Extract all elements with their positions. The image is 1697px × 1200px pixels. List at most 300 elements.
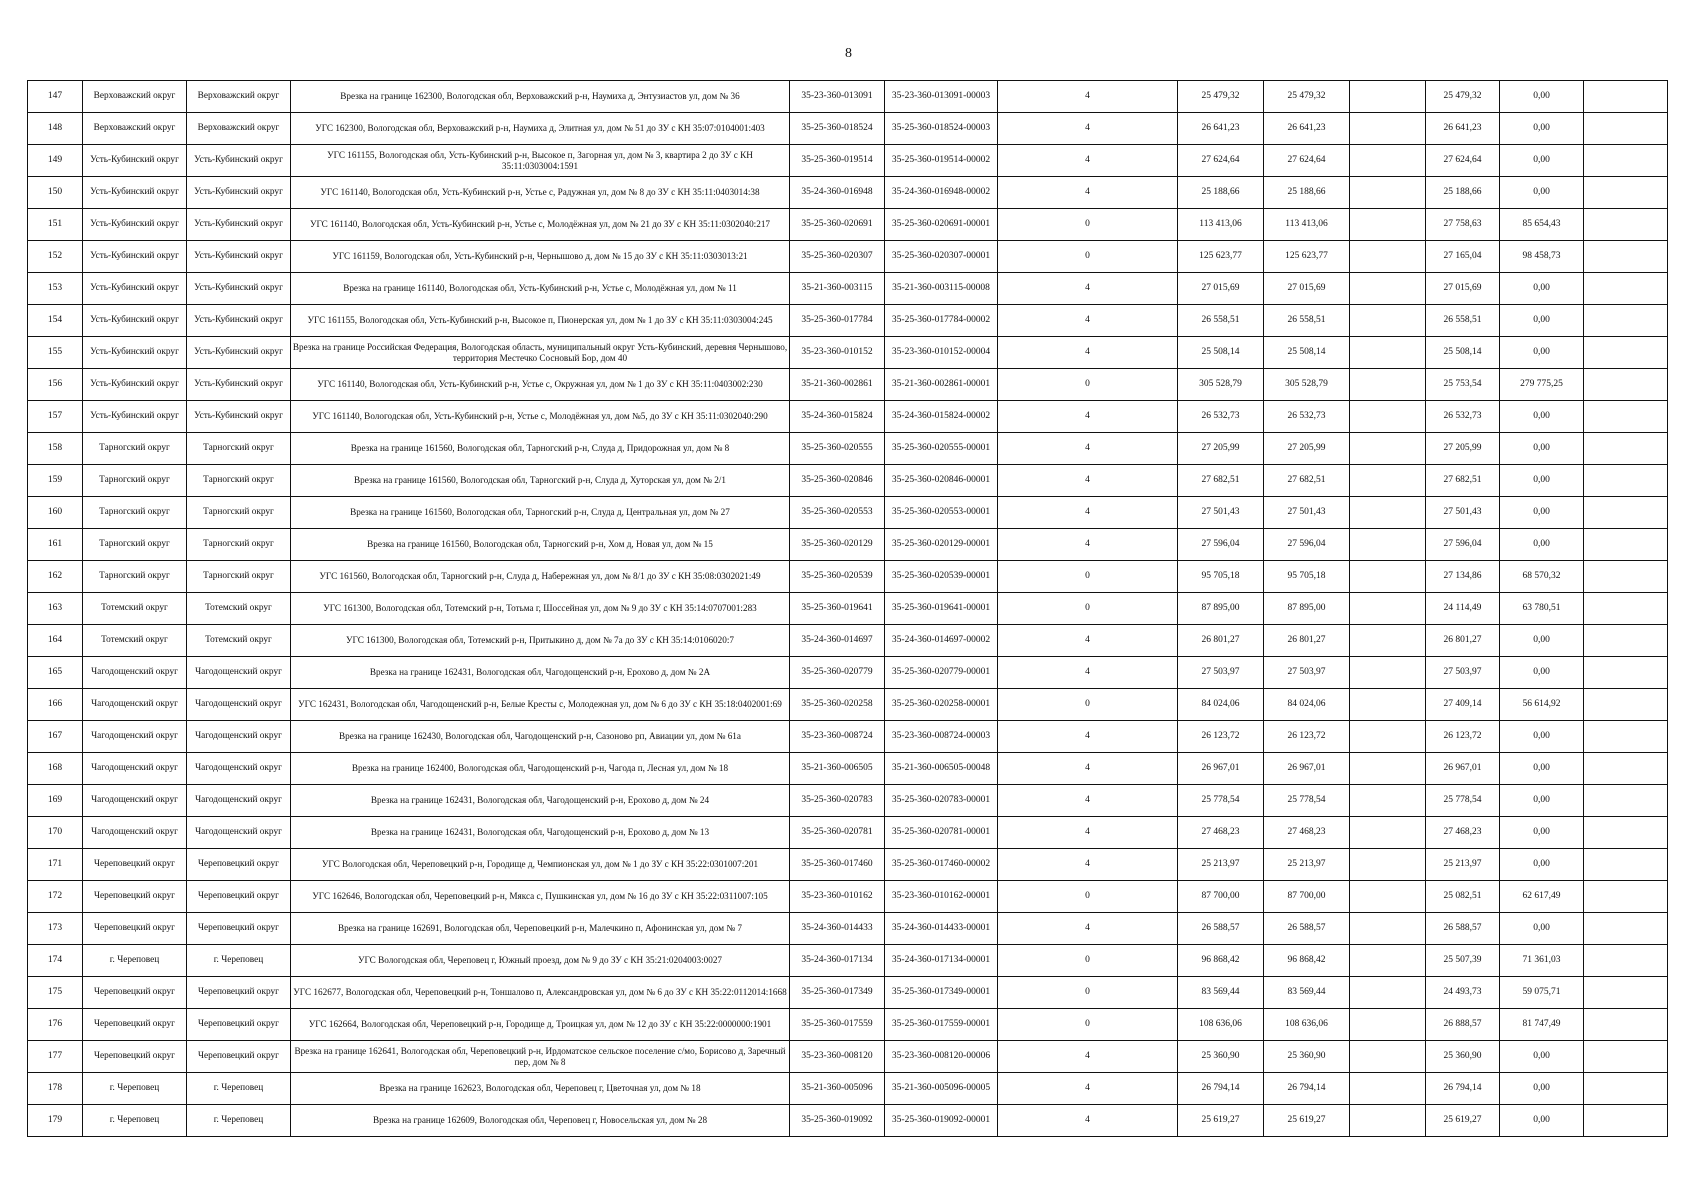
district-cell: Усть-Кубинский округ	[83, 401, 187, 433]
district-cell: Тотемский округ	[83, 625, 187, 657]
note-cell	[1584, 945, 1668, 977]
note-cell	[1584, 1105, 1668, 1137]
row-number-cell: 148	[28, 113, 83, 145]
row-number-cell: 164	[28, 625, 83, 657]
paid-amount-cell: 27 758,63	[1426, 209, 1500, 241]
note-cell	[1584, 433, 1668, 465]
empty-amount-cell	[1350, 241, 1426, 273]
note-cell	[1584, 273, 1668, 305]
total-amount-cell: 96 868,42	[1178, 945, 1264, 977]
row-number-cell: 174	[28, 945, 83, 977]
contract-number-cell: 35-25-360-020307-00001	[885, 241, 998, 273]
paid-amount-cell: 27 409,14	[1426, 689, 1500, 721]
note-cell	[1584, 721, 1668, 753]
request-number-cell: 35-25-360-018524	[790, 113, 885, 145]
total-amount-cell: 27 468,23	[1178, 817, 1264, 849]
request-number-cell: 35-23-360-008724	[790, 721, 885, 753]
request-number-cell: 35-24-360-017134	[790, 945, 885, 977]
table-row	[28, 849, 1668, 881]
district-cell: Усть-Кубинский округ	[83, 209, 187, 241]
remaining-amount-cell: 71 361,03	[1500, 945, 1584, 977]
request-number-cell: 35-21-360-003115	[790, 273, 885, 305]
municipality-cell: Верховажский округ	[187, 81, 291, 113]
empty-amount-cell	[1350, 657, 1426, 689]
total-amount-cell: 27 624,64	[1178, 145, 1264, 177]
municipality-cell: Череповецкий округ	[187, 1009, 291, 1041]
request-number-cell: 35-21-360-005096	[790, 1073, 885, 1105]
remaining-amount-cell: 0,00	[1500, 721, 1584, 753]
contract-number-cell: 35-24-360-016948-00002	[885, 177, 998, 209]
total-amount-cell: 25 619,27	[1178, 1105, 1264, 1137]
contract-number-cell: 35-25-360-020781-00001	[885, 817, 998, 849]
empty-amount-cell	[1350, 945, 1426, 977]
category-cell: 4	[998, 465, 1178, 497]
contract-number-cell: 35-25-360-017784-00002	[885, 305, 998, 337]
total-amount-cell: 27 596,04	[1178, 529, 1264, 561]
municipality-cell: г. Череповец	[187, 945, 291, 977]
note-cell	[1584, 177, 1668, 209]
district-cell: г. Череповец	[83, 945, 187, 977]
row-number-cell: 177	[28, 1041, 83, 1073]
request-number-cell: 35-23-360-010152	[790, 337, 885, 369]
municipality-cell: Усть-Кубинский округ	[187, 177, 291, 209]
empty-amount-cell	[1350, 561, 1426, 593]
contract-number-cell: 35-25-360-020691-00001	[885, 209, 998, 241]
category-cell: 0	[998, 881, 1178, 913]
note-cell	[1584, 401, 1668, 433]
paid-amount-cell: 26 888,57	[1426, 1009, 1500, 1041]
table-row	[28, 529, 1668, 561]
municipality-cell: Тотемский округ	[187, 593, 291, 625]
contract-number-cell: 35-25-360-020553-00001	[885, 497, 998, 529]
empty-amount-cell	[1350, 1105, 1426, 1137]
address-cell: УГС 162677, Вологодская обл, Череповецкий р-н, Тоншалово п, Александровская ул, дом № 6 до ЗУ с КН 35:22:0112014:1668	[291, 977, 790, 1009]
category-cell: 0	[998, 593, 1178, 625]
empty-amount-cell	[1350, 209, 1426, 241]
municipality-cell: Верховажский округ	[187, 113, 291, 145]
remaining-amount-cell: 0,00	[1500, 625, 1584, 657]
empty-amount-cell	[1350, 337, 1426, 369]
empty-amount-cell	[1350, 177, 1426, 209]
district-cell: Чагодощенский округ	[83, 689, 187, 721]
empty-amount-cell	[1350, 1073, 1426, 1105]
empty-amount-cell	[1350, 145, 1426, 177]
request-number-cell: 35-24-360-014697	[790, 625, 885, 657]
empty-amount-cell	[1350, 593, 1426, 625]
row-number-cell: 147	[28, 81, 83, 113]
municipality-cell: г. Череповец	[187, 1073, 291, 1105]
registry-table	[27, 80, 1668, 1137]
table-row	[28, 881, 1668, 913]
address-cell: УГС 161140, Вологодская обл, Усть-Кубинский р-н, Устье с, Окружная ул, дом № 1 до ЗУ с КН 35:11:0403002:230	[291, 369, 790, 401]
row-number-cell: 168	[28, 753, 83, 785]
empty-amount-cell	[1350, 1041, 1426, 1073]
municipality-cell: Тотемский округ	[187, 625, 291, 657]
note-cell	[1584, 241, 1668, 273]
paid-amount-cell: 25 479,32	[1426, 81, 1500, 113]
address-cell: Врезка на границе 162641, Вологодская обл, Череповецкий р-н, Ирдоматское сельское поселение с/мо, Борисово д, Заречный пер, дом № 8	[291, 1041, 790, 1073]
note-cell	[1584, 817, 1668, 849]
address-cell: УГС 162646, Вологодская обл, Череповецкий р-н, Мякса с, Пушкинская ул, дом № 16 до ЗУ с КН 35:22:0311007:105	[291, 881, 790, 913]
contract-number-cell: 35-24-360-015824-00002	[885, 401, 998, 433]
amount-cell: 27 205,99	[1264, 433, 1350, 465]
row-number-cell: 158	[28, 433, 83, 465]
request-number-cell: 35-23-360-008120	[790, 1041, 885, 1073]
remaining-amount-cell: 0,00	[1500, 753, 1584, 785]
row-number-cell: 151	[28, 209, 83, 241]
table-row	[28, 209, 1668, 241]
paid-amount-cell: 26 967,01	[1426, 753, 1500, 785]
row-number-cell: 165	[28, 657, 83, 689]
amount-cell: 26 532,73	[1264, 401, 1350, 433]
total-amount-cell: 27 682,51	[1178, 465, 1264, 497]
empty-amount-cell	[1350, 625, 1426, 657]
municipality-cell: Усть-Кубинский округ	[187, 273, 291, 305]
request-number-cell: 35-23-360-013091	[790, 81, 885, 113]
empty-amount-cell	[1350, 369, 1426, 401]
total-amount-cell: 25 360,90	[1178, 1041, 1264, 1073]
district-cell: Усть-Кубинский округ	[83, 369, 187, 401]
row-number-cell: 155	[28, 337, 83, 369]
page-number: 8	[845, 46, 852, 61]
category-cell: 0	[998, 369, 1178, 401]
request-number-cell: 35-24-360-016948	[790, 177, 885, 209]
table-row	[28, 721, 1668, 753]
total-amount-cell: 113 413,06	[1178, 209, 1264, 241]
contract-number-cell: 35-21-360-003115-00008	[885, 273, 998, 305]
remaining-amount-cell: 0,00	[1500, 817, 1584, 849]
table-row	[28, 113, 1668, 145]
paid-amount-cell: 27 501,43	[1426, 497, 1500, 529]
municipality-cell: Череповецкий округ	[187, 1041, 291, 1073]
category-cell: 4	[998, 433, 1178, 465]
paid-amount-cell: 24 114,49	[1426, 593, 1500, 625]
district-cell: Череповецкий округ	[83, 913, 187, 945]
district-cell: Тарногский округ	[83, 465, 187, 497]
category-cell: 0	[998, 241, 1178, 273]
address-cell: Врезка на границе Российская Федерация, Вологодская область, муниципальный округ Усть-Кубинский, деревня Чернышово, территория Местечко Сосновый Бор, дом 40	[291, 337, 790, 369]
amount-cell: 83 569,44	[1264, 977, 1350, 1009]
row-number-cell: 167	[28, 721, 83, 753]
empty-amount-cell	[1350, 689, 1426, 721]
remaining-amount-cell: 0,00	[1500, 273, 1584, 305]
request-number-cell: 35-25-360-017349	[790, 977, 885, 1009]
category-cell: 4	[998, 401, 1178, 433]
district-cell: Тарногский округ	[83, 529, 187, 561]
row-number-cell: 163	[28, 593, 83, 625]
address-cell: УГС 161140, Вологодская обл, Усть-Кубинский р-н, Устье с, Молодёжная ул, дом №5, до ЗУ с КН 35:11:0302040:290	[291, 401, 790, 433]
municipality-cell: Усть-Кубинский округ	[187, 305, 291, 337]
category-cell: 4	[998, 497, 1178, 529]
remaining-amount-cell: 68 570,32	[1500, 561, 1584, 593]
note-cell	[1584, 785, 1668, 817]
paid-amount-cell: 27 596,04	[1426, 529, 1500, 561]
total-amount-cell: 87 700,00	[1178, 881, 1264, 913]
category-cell: 4	[998, 1073, 1178, 1105]
row-number-cell: 179	[28, 1105, 83, 1137]
empty-amount-cell	[1350, 113, 1426, 145]
contract-number-cell: 35-25-360-020129-00001	[885, 529, 998, 561]
district-cell: Чагодощенский округ	[83, 785, 187, 817]
remaining-amount-cell: 98 458,73	[1500, 241, 1584, 273]
address-cell: УГС 161560, Вологодская обл, Тарногский р-н, Слуда д, Набережная ул, дом № 8/1 до ЗУ с КН 35:08:0302021:49	[291, 561, 790, 593]
note-cell	[1584, 625, 1668, 657]
address-cell: УГС 161155, Вологодская обл, Усть-Кубинский р-н, Высокое п, Пионерская ул, дом № 1 до ЗУ с КН 35:11:0303004:245	[291, 305, 790, 337]
total-amount-cell: 26 967,01	[1178, 753, 1264, 785]
remaining-amount-cell: 0,00	[1500, 465, 1584, 497]
contract-number-cell: 35-23-360-010152-00004	[885, 337, 998, 369]
contract-number-cell: 35-23-360-008120-00006	[885, 1041, 998, 1073]
table-row	[28, 753, 1668, 785]
address-cell: УГС 161155, Вологодская обл, Усть-Кубинский р-н, Высокое п, Загорная ул, дом № 3, квартира 2 до ЗУ с КН 35:11:0303004:1591	[291, 145, 790, 177]
category-cell: 4	[998, 849, 1178, 881]
district-cell: г. Череповец	[83, 1073, 187, 1105]
paid-amount-cell: 25 778,54	[1426, 785, 1500, 817]
address-cell: УГС 161159, Вологодская обл, Усть-Кубинский р-н, Чернышово д, дом № 15 до ЗУ с КН 35:11:0303013:21	[291, 241, 790, 273]
empty-amount-cell	[1350, 817, 1426, 849]
municipality-cell: Череповецкий округ	[187, 849, 291, 881]
remaining-amount-cell: 0,00	[1500, 849, 1584, 881]
amount-cell: 25 619,27	[1264, 1105, 1350, 1137]
address-cell: УГС 162431, Вологодская обл, Чагодощенский р-н, Белые Кресты с, Молодежная ул, дом № 6 до ЗУ с КН 35:18:0402001:69	[291, 689, 790, 721]
contract-number-cell: 35-25-360-019641-00001	[885, 593, 998, 625]
address-cell: УГС 162300, Вологодская обл, Верховажский р-н, Наумиха д, Элитная ул, дом № 51 до ЗУ с КН 35:07:0104001:403	[291, 113, 790, 145]
amount-cell: 25 213,97	[1264, 849, 1350, 881]
row-number-cell: 175	[28, 977, 83, 1009]
total-amount-cell: 95 705,18	[1178, 561, 1264, 593]
note-cell	[1584, 913, 1668, 945]
contract-number-cell: 35-25-360-017460-00002	[885, 849, 998, 881]
row-number-cell: 162	[28, 561, 83, 593]
amount-cell: 27 503,97	[1264, 657, 1350, 689]
amount-cell: 108 636,06	[1264, 1009, 1350, 1041]
address-cell: Врезка на границе 161560, Вологодская обл, Тарногский р-н, Слуда д, Центральная ул, дом № 27	[291, 497, 790, 529]
category-cell: 4	[998, 529, 1178, 561]
note-cell	[1584, 529, 1668, 561]
amount-cell: 26 967,01	[1264, 753, 1350, 785]
municipality-cell: Тарногский округ	[187, 529, 291, 561]
district-cell: Усть-Кубинский округ	[83, 337, 187, 369]
address-cell: Врезка на границе 162431, Вологодская обл, Чагодощенский р-н, Ерохово д, дом № 2А	[291, 657, 790, 689]
note-cell	[1584, 305, 1668, 337]
category-cell: 0	[998, 1009, 1178, 1041]
remaining-amount-cell: 0,00	[1500, 113, 1584, 145]
amount-cell: 113 413,06	[1264, 209, 1350, 241]
category-cell: 4	[998, 817, 1178, 849]
request-number-cell: 35-25-360-020539	[790, 561, 885, 593]
district-cell: Усть-Кубинский округ	[83, 305, 187, 337]
paid-amount-cell: 27 624,64	[1426, 145, 1500, 177]
contract-number-cell: 35-23-360-008724-00003	[885, 721, 998, 753]
empty-amount-cell	[1350, 433, 1426, 465]
table-row	[28, 497, 1668, 529]
address-cell: Врезка на границе 162430, Вологодская обл, Чагодощенский р-н, Сазоново рп, Авиации ул, дом № 61а	[291, 721, 790, 753]
municipality-cell: Чагодощенский округ	[187, 657, 291, 689]
paid-amount-cell: 25 619,27	[1426, 1105, 1500, 1137]
category-cell: 4	[998, 625, 1178, 657]
request-number-cell: 35-25-360-020846	[790, 465, 885, 497]
district-cell: Верховажский округ	[83, 113, 187, 145]
paid-amount-cell: 26 641,23	[1426, 113, 1500, 145]
total-amount-cell: 87 895,00	[1178, 593, 1264, 625]
paid-amount-cell: 25 360,90	[1426, 1041, 1500, 1073]
category-cell: 4	[998, 337, 1178, 369]
request-number-cell: 35-25-360-017559	[790, 1009, 885, 1041]
request-number-cell: 35-25-360-019514	[790, 145, 885, 177]
paid-amount-cell: 27 165,04	[1426, 241, 1500, 273]
note-cell	[1584, 1073, 1668, 1105]
amount-cell: 26 641,23	[1264, 113, 1350, 145]
contract-number-cell: 35-25-360-020555-00001	[885, 433, 998, 465]
category-cell: 0	[998, 977, 1178, 1009]
row-number-cell: 166	[28, 689, 83, 721]
district-cell: Чагодощенский округ	[83, 753, 187, 785]
paid-amount-cell: 24 493,73	[1426, 977, 1500, 1009]
amount-cell: 26 801,27	[1264, 625, 1350, 657]
address-cell: УГС 162664, Вологодская обл, Череповецкий р-н, Городище д, Троицкая ул, дом № 12 до ЗУ с КН 35:22:0000000:1901	[291, 1009, 790, 1041]
district-cell: Усть-Кубинский округ	[83, 273, 187, 305]
category-cell: 4	[998, 177, 1178, 209]
table-row	[28, 465, 1668, 497]
district-cell: Череповецкий округ	[83, 1041, 187, 1073]
row-number-cell: 170	[28, 817, 83, 849]
row-number-cell: 160	[28, 497, 83, 529]
total-amount-cell: 26 588,57	[1178, 913, 1264, 945]
table-row	[28, 625, 1668, 657]
district-cell: Усть-Кубинский округ	[83, 241, 187, 273]
amount-cell: 27 015,69	[1264, 273, 1350, 305]
paid-amount-cell: 27 134,86	[1426, 561, 1500, 593]
paid-amount-cell: 26 588,57	[1426, 913, 1500, 945]
request-number-cell: 35-25-360-017784	[790, 305, 885, 337]
table-row	[28, 369, 1668, 401]
request-number-cell: 35-21-360-006505	[790, 753, 885, 785]
total-amount-cell: 26 801,27	[1178, 625, 1264, 657]
request-number-cell: 35-25-360-020553	[790, 497, 885, 529]
amount-cell: 87 895,00	[1264, 593, 1350, 625]
paid-amount-cell: 26 558,51	[1426, 305, 1500, 337]
amount-cell: 305 528,79	[1264, 369, 1350, 401]
empty-amount-cell	[1350, 1009, 1426, 1041]
contract-number-cell: 35-25-360-020779-00001	[885, 657, 998, 689]
municipality-cell: Тарногский округ	[187, 465, 291, 497]
municipality-cell: Череповецкий округ	[187, 913, 291, 945]
table-row	[28, 1009, 1668, 1041]
municipality-cell: Усть-Кубинский округ	[187, 209, 291, 241]
contract-number-cell: 35-24-360-014433-00001	[885, 913, 998, 945]
paid-amount-cell: 26 123,72	[1426, 721, 1500, 753]
contract-number-cell: 35-21-360-005096-00005	[885, 1073, 998, 1105]
remaining-amount-cell: 0,00	[1500, 401, 1584, 433]
note-cell	[1584, 81, 1668, 113]
table-row	[28, 913, 1668, 945]
total-amount-cell: 83 569,44	[1178, 977, 1264, 1009]
category-cell: 4	[998, 1105, 1178, 1137]
district-cell: Тарногский округ	[83, 497, 187, 529]
table-row	[28, 177, 1668, 209]
row-number-cell: 161	[28, 529, 83, 561]
total-amount-cell: 26 532,73	[1178, 401, 1264, 433]
row-number-cell: 171	[28, 849, 83, 881]
total-amount-cell: 27 503,97	[1178, 657, 1264, 689]
district-cell: Череповецкий округ	[83, 1009, 187, 1041]
empty-amount-cell	[1350, 721, 1426, 753]
category-cell: 0	[998, 689, 1178, 721]
category-cell: 4	[998, 753, 1178, 785]
note-cell	[1584, 113, 1668, 145]
remaining-amount-cell: 0,00	[1500, 913, 1584, 945]
remaining-amount-cell: 56 614,92	[1500, 689, 1584, 721]
remaining-amount-cell: 0,00	[1500, 1073, 1584, 1105]
request-number-cell: 35-24-360-014433	[790, 913, 885, 945]
district-cell: Верховажский округ	[83, 81, 187, 113]
table-row	[28, 657, 1668, 689]
row-number-cell: 150	[28, 177, 83, 209]
paid-amount-cell: 26 532,73	[1426, 401, 1500, 433]
remaining-amount-cell: 0,00	[1500, 81, 1584, 113]
amount-cell: 96 868,42	[1264, 945, 1350, 977]
total-amount-cell: 27 501,43	[1178, 497, 1264, 529]
table-row	[28, 433, 1668, 465]
empty-amount-cell	[1350, 465, 1426, 497]
total-amount-cell: 27 015,69	[1178, 273, 1264, 305]
address-cell: УГС 161140, Вологодская обл, Усть-Кубинский р-н, Устье с, Молодёжная ул, дом № 21 до ЗУ с КН 35:11:0302040:217	[291, 209, 790, 241]
municipality-cell: Тарногский округ	[187, 433, 291, 465]
request-number-cell: 35-25-360-019641	[790, 593, 885, 625]
contract-number-cell: 35-25-360-017559-00001	[885, 1009, 998, 1041]
municipality-cell: Усть-Кубинский округ	[187, 369, 291, 401]
district-cell: Тотемский округ	[83, 593, 187, 625]
row-number-cell: 154	[28, 305, 83, 337]
remaining-amount-cell: 0,00	[1500, 177, 1584, 209]
row-number-cell: 176	[28, 1009, 83, 1041]
remaining-amount-cell: 59 075,71	[1500, 977, 1584, 1009]
paid-amount-cell: 27 682,51	[1426, 465, 1500, 497]
address-cell: УГС 161300, Вологодская обл, Тотемский р-н, Притыкино д, дом № 7а до ЗУ с КН 35:14:0106020:7	[291, 625, 790, 657]
district-cell: Усть-Кубинский округ	[83, 145, 187, 177]
note-cell	[1584, 465, 1668, 497]
remaining-amount-cell: 0,00	[1500, 1041, 1584, 1073]
municipality-cell: Череповецкий округ	[187, 977, 291, 1009]
empty-amount-cell	[1350, 849, 1426, 881]
paid-amount-cell: 27 015,69	[1426, 273, 1500, 305]
category-cell: 0	[998, 209, 1178, 241]
category-cell: 4	[998, 785, 1178, 817]
row-number-cell: 149	[28, 145, 83, 177]
table-row	[28, 273, 1668, 305]
note-cell	[1584, 881, 1668, 913]
amount-cell: 25 508,14	[1264, 337, 1350, 369]
remaining-amount-cell: 0,00	[1500, 785, 1584, 817]
district-cell: Череповецкий округ	[83, 849, 187, 881]
amount-cell: 26 588,57	[1264, 913, 1350, 945]
remaining-amount-cell: 81 747,49	[1500, 1009, 1584, 1041]
contract-number-cell: 35-24-360-017134-00001	[885, 945, 998, 977]
total-amount-cell: 25 508,14	[1178, 337, 1264, 369]
contract-number-cell: 35-25-360-019514-00002	[885, 145, 998, 177]
row-number-cell: 169	[28, 785, 83, 817]
district-cell: Чагодощенский округ	[83, 817, 187, 849]
paid-amount-cell: 26 801,27	[1426, 625, 1500, 657]
table-row	[28, 1041, 1668, 1073]
contract-number-cell: 35-25-360-020258-00001	[885, 689, 998, 721]
district-cell: Чагодощенский округ	[83, 657, 187, 689]
amount-cell: 25 479,32	[1264, 81, 1350, 113]
address-cell: Врезка на границе 162431, Вологодская обл, Чагодощенский р-н, Ерохово д, дом № 13	[291, 817, 790, 849]
municipality-cell: Чагодощенский округ	[187, 721, 291, 753]
address-cell: УГС Вологодская обл, Череповецкий р-н, Городище д, Чемпионская ул, дом № 1 до ЗУ с КН 35:22:0301007:201	[291, 849, 790, 881]
row-number-cell: 152	[28, 241, 83, 273]
